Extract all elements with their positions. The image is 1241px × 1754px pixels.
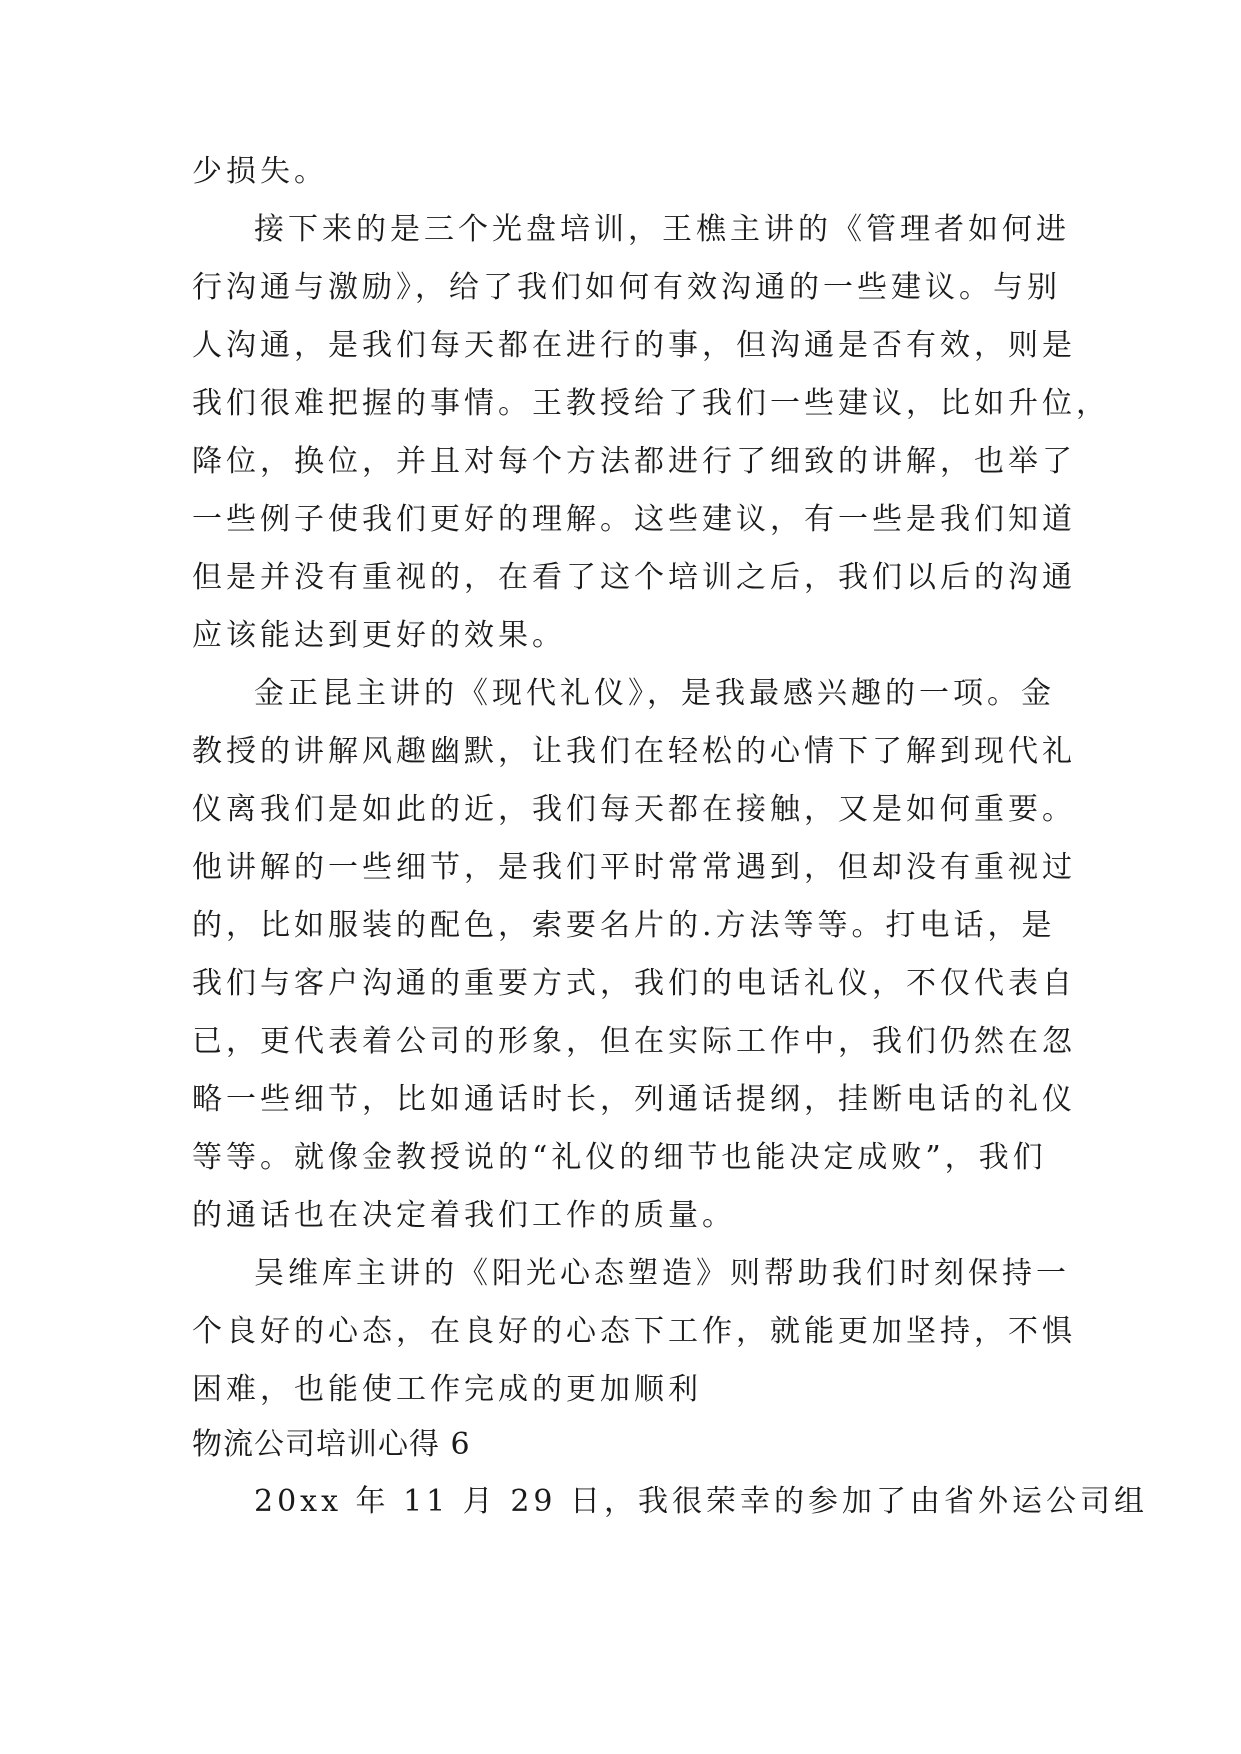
body-text-line: 困难，也能使工作完成的更加顺利 xyxy=(192,1372,702,1407)
paragraph-first-line: 金正昆主讲的《现代礼仪》，是我最感兴趣的一项。金 xyxy=(254,676,1055,711)
body-text-line: 仪离我们是如此的近，我们每天都在接触，又是如何重要。 xyxy=(192,792,1076,827)
paragraph-first-line: 吴维库主讲的《阳光心态塑造》则帮助我们时刻保持一 xyxy=(254,1256,1070,1291)
body-text-line: 行沟通与激励》，给了我们如何有效沟通的一些建议。与别 xyxy=(192,270,1061,305)
paragraph-first-line: 接下来的是三个光盘培训，王樵主讲的《管理者如何进 xyxy=(254,212,1070,247)
body-text-line: 人沟通，是我们每天都在进行的事，但沟通是否有效，则是 xyxy=(192,328,1076,363)
section-heading: 物流公司培训心得 6 xyxy=(192,1427,471,1462)
body-text-line: 的，比如服装的配色，索要名片的.方法等等。打电话，是 xyxy=(192,908,1056,943)
body-text-line: 一些例子使我们更好的理解。这些建议，有一些是我们知道 xyxy=(192,502,1076,537)
body-text-line: 个良好的心态，在良好的心态下工作，就能更加坚持，不惧 xyxy=(192,1314,1076,1349)
body-text-line: 但是并没有重视的，在看了这个培训之后，我们以后的沟通 xyxy=(192,560,1076,595)
body-text-line: 略一些细节，比如通话时长，列通话提纲，挂断电话的礼仪 xyxy=(192,1082,1076,1117)
paragraph-first-line: 20xx 年 11 月 29 日，我很荣幸的参加了由省外运公司组 xyxy=(254,1484,1149,1519)
body-text-line: 的通话也在决定着我们工作的质量。 xyxy=(192,1198,736,1233)
body-text-line: 他讲解的一些细节，是我们平时常常遇到，但却没有重视过 xyxy=(192,850,1076,885)
body-text-line: 降位，换位，并且对每个方法都进行了细致的讲解，也举了 xyxy=(192,444,1076,479)
body-text-line: 我们与客户沟通的重要方式，我们的电话礼仪，不仅代表自 xyxy=(192,966,1076,1001)
body-text-line: 应该能达到更好的效果。 xyxy=(192,618,566,653)
body-text-line: 少损失。 xyxy=(192,154,328,189)
body-text-line: 教授的讲解风趣幽默，让我们在轻松的心情下了解到现代礼 xyxy=(192,734,1076,769)
body-text-line: 我们很难把握的事情。王教授给了我们一些建议，比如升位， xyxy=(192,386,1110,421)
body-text-line: 等等。就像金教授说的“礼仪的细节也能决定成败”，我们 xyxy=(192,1140,1047,1175)
body-text-line: 已，更代表着公司的形象，但在实际工作中，我们仍然在忽 xyxy=(192,1024,1076,1059)
